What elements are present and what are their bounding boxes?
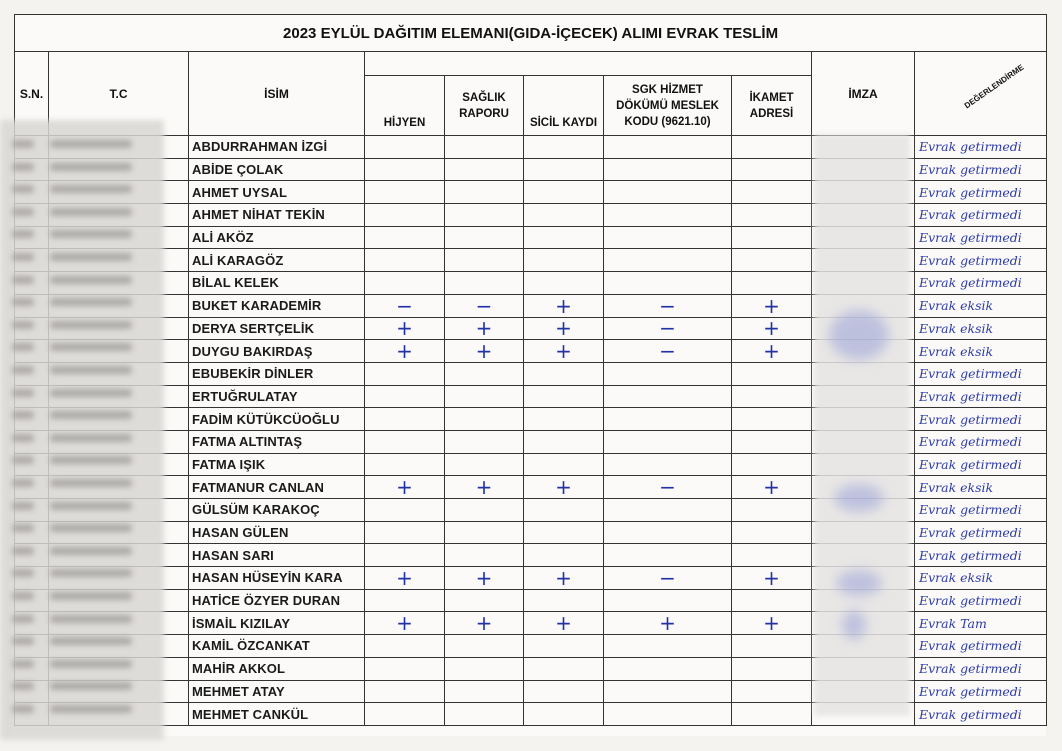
ikamet-mark: + xyxy=(732,317,812,340)
redacted-line xyxy=(12,140,34,148)
redacted-line xyxy=(50,298,132,306)
evaluation-cell: Evrak getirmedi xyxy=(915,657,1047,680)
redacted-line xyxy=(12,547,34,555)
sgk-mark xyxy=(604,408,732,431)
sgk-mark xyxy=(604,430,732,453)
sicil-mark: + xyxy=(524,612,604,635)
name-cell: HASAN SARI xyxy=(189,544,365,567)
sgk-mark xyxy=(604,385,732,408)
sicil-mark xyxy=(524,158,604,181)
ikamet-mark xyxy=(732,249,812,272)
redacted-line xyxy=(12,615,34,623)
name-cell: ABİDE ÇOLAK xyxy=(189,158,365,181)
redacted-line xyxy=(50,524,132,532)
sicil-mark xyxy=(524,635,604,658)
redacted-line xyxy=(12,366,34,374)
ikamet-mark: + xyxy=(732,294,812,317)
sicil-mark: + xyxy=(524,317,604,340)
header-sgk-line1: SGK HİZMET xyxy=(632,83,703,96)
header-imza: İMZA xyxy=(812,52,915,136)
name-cell: AHMET NİHAT TEKİN xyxy=(189,204,365,227)
sicil-mark xyxy=(524,544,604,567)
sgk-mark xyxy=(604,249,732,272)
saglik-mark xyxy=(445,521,524,544)
redacted-line xyxy=(50,343,132,351)
evaluation-cell: Evrak getirmedi xyxy=(915,521,1047,544)
saglik-mark xyxy=(445,362,524,385)
redacted-line xyxy=(50,502,132,510)
document-sheet xyxy=(14,14,1046,736)
redacted-line xyxy=(12,230,34,238)
redacted-line xyxy=(50,208,132,216)
hijyen-mark: + xyxy=(365,567,445,590)
sicil-mark xyxy=(524,703,604,726)
redacted-line xyxy=(12,479,34,487)
sgk-mark xyxy=(604,362,732,385)
sgk-mark xyxy=(604,499,732,522)
redacted-line xyxy=(50,615,132,623)
redacted-line xyxy=(50,682,132,690)
redacted-line xyxy=(50,705,132,713)
header-sgk-line3: KODU (9621.10) xyxy=(624,115,711,128)
sicil-mark xyxy=(524,272,604,295)
evaluation-cell: Evrak getirmedi xyxy=(915,430,1047,453)
name-cell: ERTUĞRULATAY xyxy=(189,385,365,408)
signature-blob xyxy=(829,310,889,360)
name-cell: ALİ AKÖZ xyxy=(189,226,365,249)
sgk-mark xyxy=(604,272,732,295)
signature-blob xyxy=(834,484,884,512)
hijyen-mark: + xyxy=(365,612,445,635)
sgk-mark xyxy=(604,544,732,567)
name-cell: HASAN HÜSEYİN KARA xyxy=(189,567,365,590)
hijyen-mark xyxy=(365,249,445,272)
redacted-line xyxy=(50,434,132,442)
hijyen-mark xyxy=(365,703,445,726)
saglik-mark xyxy=(445,544,524,567)
ikamet-mark: + xyxy=(732,340,812,363)
sicil-mark xyxy=(524,521,604,544)
name-cell: EBUBEKİR DİNLER xyxy=(189,362,365,385)
hijyen-mark: + xyxy=(365,340,445,363)
sgk-mark xyxy=(604,158,732,181)
evaluation-cell: Evrak getirmedi xyxy=(915,635,1047,658)
sicil-mark xyxy=(524,204,604,227)
sgk-mark xyxy=(604,226,732,249)
hijyen-mark xyxy=(365,136,445,159)
name-cell: MAHİR AKKOL xyxy=(189,657,365,680)
ikamet-mark xyxy=(732,657,812,680)
redacted-line xyxy=(12,343,34,351)
name-cell: GÜLSÜM KARAKOÇ xyxy=(189,499,365,522)
redacted-line xyxy=(50,637,132,645)
sgk-mark xyxy=(604,703,732,726)
saglik-mark: + xyxy=(445,317,524,340)
name-cell: BUKET KARADEMİR xyxy=(189,294,365,317)
sgk-mark xyxy=(604,589,732,612)
ikamet-mark xyxy=(732,635,812,658)
redacted-line xyxy=(50,185,132,193)
redacted-line xyxy=(50,163,132,171)
hijyen-mark: − xyxy=(365,294,445,317)
redacted-line xyxy=(12,298,34,306)
redacted-line xyxy=(50,547,132,555)
redacted-line xyxy=(50,660,132,668)
redacted-line xyxy=(50,456,132,464)
saglik-mark xyxy=(445,430,524,453)
header-ikamet-line2: ADRESİ xyxy=(749,107,794,120)
ikamet-mark xyxy=(732,362,812,385)
redacted-line xyxy=(12,660,34,668)
sicil-mark: + xyxy=(524,340,604,363)
sicil-mark xyxy=(524,385,604,408)
sicil-mark: + xyxy=(524,567,604,590)
saglik-mark xyxy=(445,249,524,272)
hijyen-mark: + xyxy=(365,317,445,340)
hijyen-mark xyxy=(365,521,445,544)
sgk-mark: − xyxy=(604,317,732,340)
redacted-line xyxy=(12,524,34,532)
redacted-line xyxy=(12,592,34,600)
redacted-line xyxy=(12,637,34,645)
evaluation-cell: Evrak eksik xyxy=(915,567,1047,590)
redacted-line xyxy=(50,276,132,284)
name-cell: FADİM KÜTÜKCÜOĞLU xyxy=(189,408,365,431)
name-cell: ABDURRAHMAN İZGİ xyxy=(189,136,365,159)
sgk-mark: − xyxy=(604,476,732,499)
sgk-mark xyxy=(604,635,732,658)
sicil-mark xyxy=(524,499,604,522)
redacted-line xyxy=(12,208,34,216)
redacted-line xyxy=(50,366,132,374)
ikamet-mark xyxy=(732,680,812,703)
evaluation-cell: Evrak getirmedi xyxy=(915,499,1047,522)
redacted-line xyxy=(50,389,132,397)
redacted-line xyxy=(50,253,132,261)
redacted-line xyxy=(12,502,34,510)
redacted-line xyxy=(12,569,34,577)
hijyen-mark xyxy=(365,635,445,658)
sicil-mark xyxy=(524,430,604,453)
sicil-mark xyxy=(524,589,604,612)
name-cell: İSMAİL KIZILAY xyxy=(189,612,365,635)
evaluation-cell: Evrak Tam xyxy=(915,612,1047,635)
sgk-mark: − xyxy=(604,294,732,317)
hijyen-mark xyxy=(365,181,445,204)
redacted-line xyxy=(12,456,34,464)
evaluation-cell: Evrak getirmedi xyxy=(915,136,1047,159)
ikamet-mark xyxy=(732,544,812,567)
header-hijyen: HİJYEN xyxy=(365,76,445,136)
redacted-line xyxy=(50,230,132,238)
hijyen-mark xyxy=(365,544,445,567)
evaluation-cell: Evrak getirmedi xyxy=(915,703,1047,726)
name-cell: FATMA IŞIK xyxy=(189,453,365,476)
sicil-mark: + xyxy=(524,476,604,499)
name-cell: ALİ KARAGÖZ xyxy=(189,249,365,272)
saglik-mark xyxy=(445,136,524,159)
sicil-mark xyxy=(524,680,604,703)
ikamet-mark xyxy=(732,453,812,476)
sicil-mark xyxy=(524,408,604,431)
ikamet-mark: + xyxy=(732,476,812,499)
name-cell: DUYGU BAKIRDAŞ xyxy=(189,340,365,363)
evaluation-cell: Evrak getirmedi xyxy=(915,181,1047,204)
sicil-mark xyxy=(524,657,604,680)
signature-blob xyxy=(836,570,882,596)
saglik-mark: + xyxy=(445,340,524,363)
sicil-mark xyxy=(524,181,604,204)
redacted-line xyxy=(12,276,34,284)
sicil-mark xyxy=(524,249,604,272)
signature-blob xyxy=(842,610,866,640)
saglik-mark xyxy=(445,680,524,703)
ikamet-mark xyxy=(732,226,812,249)
evaluation-cell: Evrak getirmedi xyxy=(915,408,1047,431)
redacted-line xyxy=(12,411,34,419)
redacted-line xyxy=(12,705,34,713)
hijyen-mark xyxy=(365,226,445,249)
saglik-mark xyxy=(445,272,524,295)
evaluation-cell: Evrak getirmedi xyxy=(915,680,1047,703)
saglik-mark: + xyxy=(445,567,524,590)
header-sn: S.N. xyxy=(15,52,49,136)
saglik-mark xyxy=(445,657,524,680)
evaluation-cell: Evrak getirmedi xyxy=(915,385,1047,408)
evaluation-cell: Evrak eksik xyxy=(915,294,1047,317)
hijyen-mark xyxy=(365,453,445,476)
hijyen-mark xyxy=(365,272,445,295)
redacted-line xyxy=(12,389,34,397)
header-saglik-line1: SAĞLIK xyxy=(462,91,506,104)
ikamet-mark xyxy=(732,136,812,159)
header-sgk xyxy=(604,76,732,136)
evaluation-cell: Evrak eksik xyxy=(915,476,1047,499)
name-cell: HATİCE ÖZYER DURAN xyxy=(189,589,365,612)
ikamet-mark xyxy=(732,158,812,181)
evaluation-cell: Evrak getirmedi xyxy=(915,544,1047,567)
ikamet-mark xyxy=(732,589,812,612)
sgk-mark xyxy=(604,136,732,159)
name-cell: MEHMET ATAY xyxy=(189,680,365,703)
header-sgk-line2: DÖKÜMÜ MESLEK xyxy=(616,99,719,112)
name-cell: FATMANUR CANLAN xyxy=(189,476,365,499)
redacted-line xyxy=(50,321,132,329)
evaluation-cell: Evrak eksik xyxy=(915,340,1047,363)
sgk-mark xyxy=(604,680,732,703)
hijyen-mark: + xyxy=(365,476,445,499)
sgk-mark xyxy=(604,453,732,476)
evaluation-cell: Evrak getirmedi xyxy=(915,249,1047,272)
redacted-line xyxy=(50,140,132,148)
saglik-mark xyxy=(445,635,524,658)
sicil-mark xyxy=(524,453,604,476)
sicil-mark xyxy=(524,226,604,249)
redacted-line xyxy=(12,185,34,193)
saglik-mark xyxy=(445,408,524,431)
hijyen-mark xyxy=(365,499,445,522)
ikamet-mark xyxy=(732,385,812,408)
sgk-mark xyxy=(604,181,732,204)
hijyen-mark xyxy=(365,204,445,227)
name-cell: FATMA ALTINTAŞ xyxy=(189,430,365,453)
evaluation-cell: Evrak getirmedi xyxy=(915,204,1047,227)
redacted-line xyxy=(50,479,132,487)
evaluation-cell: Evrak getirmedi xyxy=(915,158,1047,181)
saglik-mark xyxy=(445,703,524,726)
ikamet-mark xyxy=(732,703,812,726)
sgk-mark: + xyxy=(604,612,732,635)
name-cell: MEHMET CANKÜL xyxy=(189,703,365,726)
ikamet-mark: + xyxy=(732,567,812,590)
name-cell: DERYA SERTÇELİK xyxy=(189,317,365,340)
evaluation-cell: Evrak getirmedi xyxy=(915,589,1047,612)
header-degerlendirme-cell xyxy=(915,52,1047,136)
name-cell: AHMET UYSAL xyxy=(189,181,365,204)
name-cell: BİLAL KELEK xyxy=(189,272,365,295)
hijyen-mark xyxy=(365,589,445,612)
saglik-mark: + xyxy=(445,476,524,499)
ikamet-mark xyxy=(732,408,812,431)
saglik-mark xyxy=(445,181,524,204)
hijyen-mark xyxy=(365,430,445,453)
redacted-line xyxy=(12,321,34,329)
redacted-line xyxy=(12,253,34,261)
name-cell: KAMİL ÖZCANKAT xyxy=(189,635,365,658)
header-sicil-kaydi: SİCİL KAYDI xyxy=(524,76,604,136)
evaluation-cell: Evrak getirmedi xyxy=(915,362,1047,385)
saglik-mark xyxy=(445,158,524,181)
ikamet-mark xyxy=(732,204,812,227)
sgk-mark xyxy=(604,521,732,544)
sicil-mark xyxy=(524,136,604,159)
hijyen-mark xyxy=(365,680,445,703)
redacted-line xyxy=(12,163,34,171)
redacted-line xyxy=(50,569,132,577)
header-ikamet-line1: İKAMET xyxy=(749,91,794,104)
header-saglik-raporu xyxy=(445,76,524,136)
redacted-line xyxy=(12,434,34,442)
header-isim: İSİM xyxy=(189,52,365,136)
redacted-line xyxy=(50,411,132,419)
hijyen-mark xyxy=(365,158,445,181)
evaluation-cell: Evrak eksik xyxy=(915,317,1047,340)
ikamet-mark: + xyxy=(732,612,812,635)
saglik-mark xyxy=(445,226,524,249)
sgk-mark xyxy=(604,204,732,227)
header-ikamet-adresi xyxy=(732,76,812,136)
ikamet-mark xyxy=(732,430,812,453)
ikamet-mark xyxy=(732,272,812,295)
hijyen-mark xyxy=(365,362,445,385)
header-tc: T.C xyxy=(49,52,189,136)
evaluation-cell: Evrak getirmedi xyxy=(915,272,1047,295)
sgk-mark: − xyxy=(604,567,732,590)
saglik-mark xyxy=(445,204,524,227)
saglik-mark xyxy=(445,499,524,522)
hijyen-mark xyxy=(365,408,445,431)
ikamet-mark xyxy=(732,499,812,522)
evaluation-cell: Evrak getirmedi xyxy=(915,453,1047,476)
sgk-mark: − xyxy=(604,340,732,363)
sicil-mark xyxy=(524,362,604,385)
header-saglik-line2: RAPORU xyxy=(459,107,509,120)
sgk-mark xyxy=(604,657,732,680)
hijyen-mark xyxy=(365,385,445,408)
header-docs-group xyxy=(365,52,812,76)
name-cell: HASAN GÜLEN xyxy=(189,521,365,544)
ikamet-mark xyxy=(732,181,812,204)
redacted-line xyxy=(50,592,132,600)
saglik-mark: + xyxy=(445,612,524,635)
document-title: 2023 EYLÜL DAĞITIM ELEMANI(GIDA-İÇECEK) ALIMI EVRAK TESLİM xyxy=(15,15,1047,52)
saglik-mark xyxy=(445,453,524,476)
saglik-mark: − xyxy=(445,294,524,317)
redacted-line xyxy=(12,682,34,690)
hijyen-mark xyxy=(365,657,445,680)
header-degerlendirme: DEĞERLENDİRME xyxy=(962,62,1026,111)
sicil-mark: + xyxy=(524,294,604,317)
saglik-mark xyxy=(445,589,524,612)
ikamet-mark xyxy=(732,521,812,544)
evaluation-cell: Evrak getirmedi xyxy=(915,226,1047,249)
saglik-mark xyxy=(445,385,524,408)
